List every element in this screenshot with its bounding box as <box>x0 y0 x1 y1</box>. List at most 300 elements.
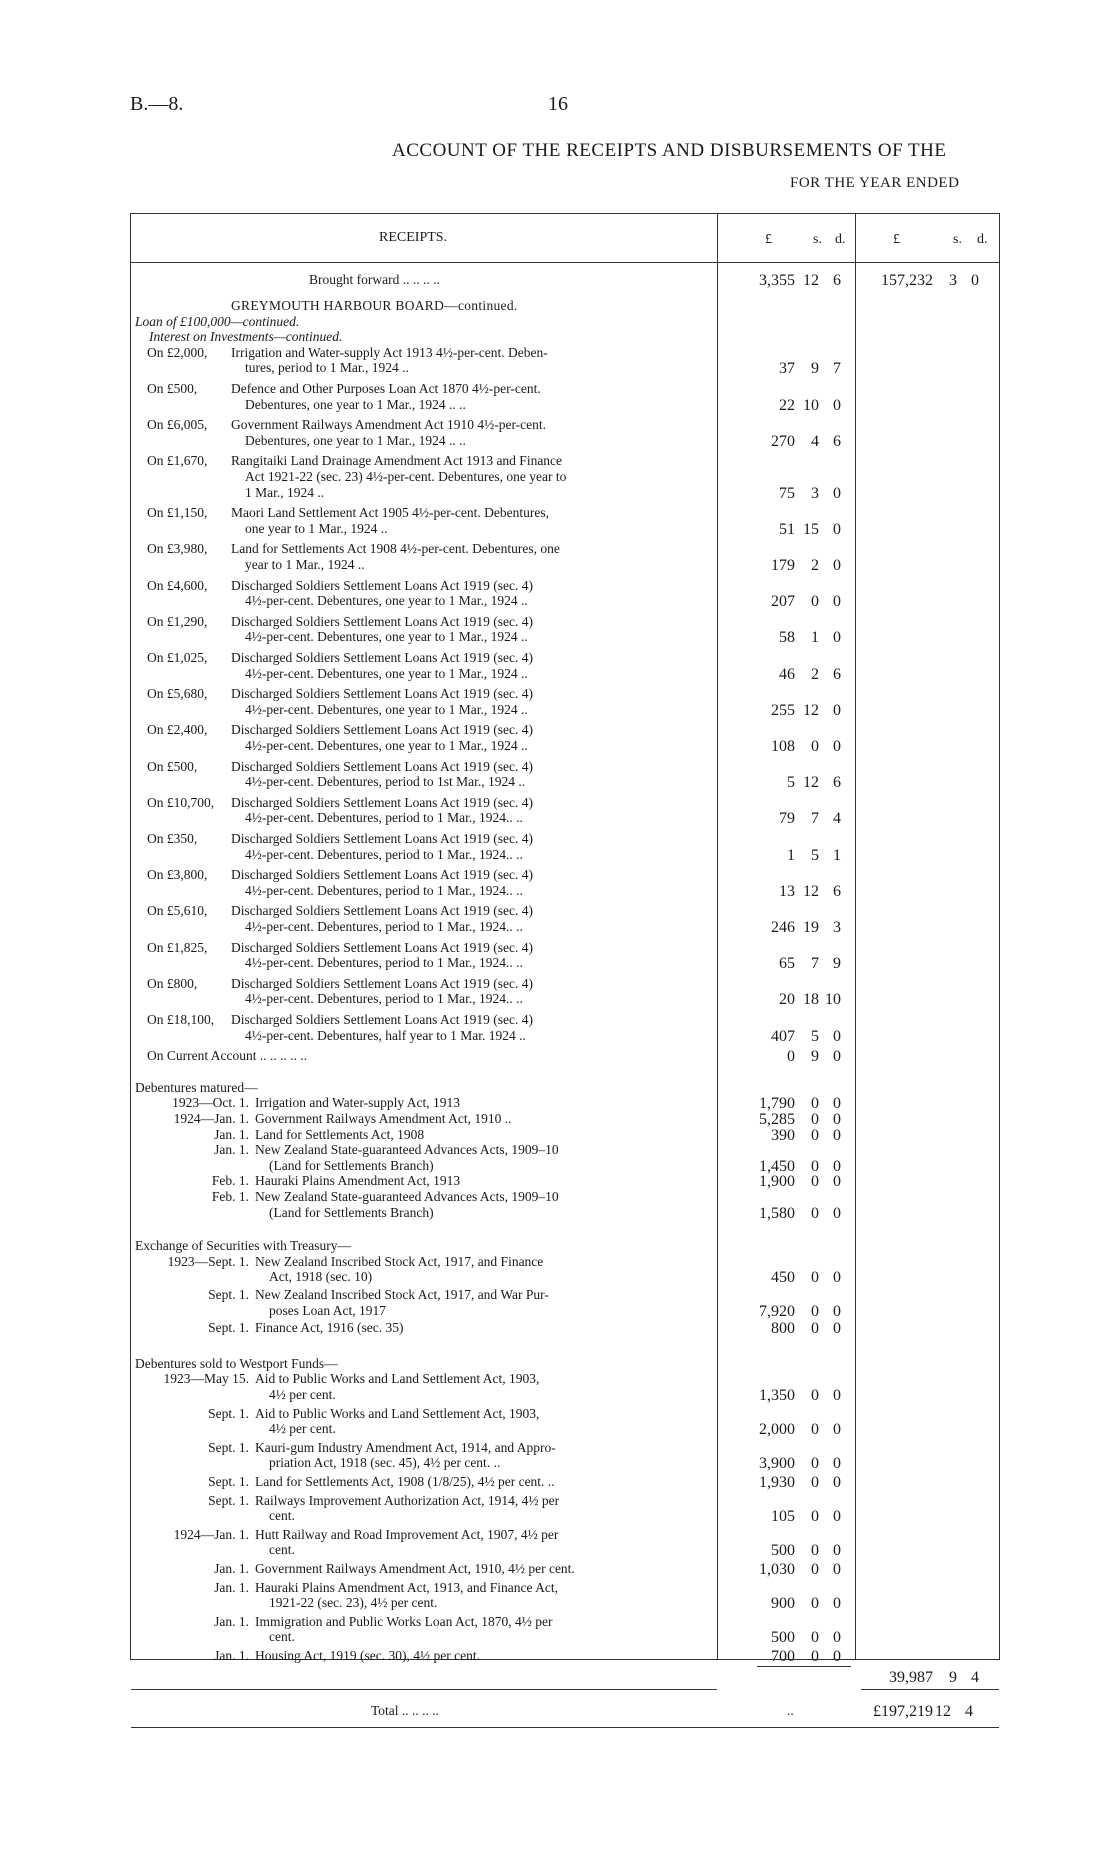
matured-date-2: Jan. 1. <box>214 1126 249 1142</box>
brought-forward-col1-shillings: 12 <box>803 272 819 289</box>
brought-forward-col2-shillings: 3 <box>949 272 957 289</box>
interest-item-amount-18-pence: 0 <box>833 1027 841 1045</box>
exchange-date-1: Sept. 1. <box>208 1287 249 1302</box>
matured-amount-3-pounds: 1,450 <box>759 1157 795 1175</box>
exchange-item-0-line-0: New Zealand Inscribed Stock Act, 1917, and Finance <box>255 1253 544 1269</box>
interest-item-on-10: On £2,400, <box>147 722 208 738</box>
westport-amount-0-pence: 0 <box>833 1387 841 1404</box>
westport-item-6-line-0: Government Railways Amendment Act, 1910, 4½ per cent. <box>255 1561 575 1576</box>
interest-item-amount-0 <box>741 360 851 376</box>
westport-amount-7 <box>741 1595 851 1611</box>
westport-amount-5 <box>741 1542 851 1558</box>
matured-heading: Debentures matured— <box>135 1079 258 1095</box>
interest-item-amount-6-pounds: 207 <box>771 593 795 611</box>
westport-amount-0-pounds: 1,350 <box>759 1387 795 1404</box>
westport-amount-5-pounds: 500 <box>771 1542 795 1560</box>
current-account-amount-pence: 0 <box>833 1048 841 1066</box>
interest-item-amount-7-pence: 0 <box>833 629 841 647</box>
interest-item-on-16: On £1,825, <box>147 939 208 955</box>
matured-amount-5-shillings: 0 <box>811 1204 819 1222</box>
interest-item-amount-4-shillings: 15 <box>803 520 819 538</box>
matured-amount-3-shillings: 0 <box>811 1157 819 1175</box>
exchange-item-2-line-0: Finance Act, 1916 (sec. 35) <box>255 1320 404 1336</box>
interest-item-amount-11 <box>741 774 851 790</box>
brought-forward-col1 <box>741 272 851 288</box>
matured-item-0-line-0: Irrigation and Water-supply Act, 1913 <box>255 1095 460 1111</box>
subtotal-amount <box>879 1669 989 1685</box>
westport-item-8-line-0: Immigration and Public Works Loan Act, 1870, 4½ per <box>255 1613 553 1629</box>
interest-item-amount-6-pence: 0 <box>833 593 841 611</box>
westport-amount-2 <box>741 1455 851 1471</box>
brought-forward-col2 <box>879 272 989 288</box>
westport-date-3: Sept. 1. <box>208 1474 249 1489</box>
interest-item-on-13: On £350, <box>147 831 198 846</box>
brought-forward-col1-pounds: 3,355 <box>759 272 795 289</box>
interest-item-13-line-1: 4½-per-cent. Debentures, period to 1 Mar., 1924.. .. <box>245 846 523 862</box>
total-rule-bottom <box>131 1727 999 1728</box>
matured-date-4: Feb. 1. <box>211 1173 249 1189</box>
interest-item-3-line-0: Rangitaiki Land Drainage Amendment Act 1913 and Finance <box>231 453 563 469</box>
westport-item-5-line-1: cent. <box>269 1542 295 1558</box>
westport-item-4-line-0: Railways Improvement Authorization Act, 1914, 4½ per <box>255 1492 560 1508</box>
westport-amount-0 <box>741 1387 851 1403</box>
interest-item-amount-13 <box>741 847 851 863</box>
interest-item-amount-16-shillings: 7 <box>811 955 819 973</box>
interest-item-1-line-0: Defence and Other Purposes Loan Act 1870 4½-per-cent. <box>231 381 541 396</box>
interest-item-16-line-1: 4½-per-cent. Debentures, period to 1 Mar., 1924.. .. <box>245 955 523 971</box>
westport-amount-7-pounds: 900 <box>771 1595 795 1613</box>
interest-item-amount-12-pounds: 79 <box>779 810 795 828</box>
westport-amount-8-shillings: 0 <box>811 1629 819 1647</box>
interest-item-amount-9-pence: 0 <box>833 701 841 719</box>
interest-item-on-4: On £1,150, <box>147 505 208 521</box>
interest-item-on-15: On £5,610, <box>147 903 208 919</box>
interest-item-amount-5 <box>741 557 851 573</box>
interest-item-amount-18 <box>741 1028 851 1044</box>
interest-item-on-0: On £2,000, <box>147 344 208 360</box>
interest-item-7-line-1: 4½-per-cent. Debentures, one year to 1 Mar., 1924 .. <box>245 629 528 645</box>
interest-item-12-line-1: 4½-per-cent. Debentures, period to 1 Mar., 1924.. .. <box>245 810 523 826</box>
interest-item-amount-11-pounds: 5 <box>787 774 795 792</box>
westport-amount-8 <box>741 1629 851 1645</box>
interest-item-amount-5-shillings: 2 <box>811 557 819 574</box>
interest-item-on-7: On £1,290, <box>147 613 208 629</box>
westport-date-0: 1923—May 15. <box>163 1371 249 1387</box>
westport-amount-6-pounds: 1,030 <box>759 1561 795 1578</box>
interest-item-5-line-0: Land for Settlements Act 1908 4½-per-cent. Debentures, one <box>231 541 560 557</box>
interest-item-18-line-0: Discharged Soldiers Settlement Loans Act 1919 (sec. 4) <box>231 1012 533 1027</box>
matured-amount-2-shillings: 0 <box>811 1126 819 1144</box>
matured-amount-2 <box>741 1127 851 1143</box>
total-label: Total .. .. .. .. <box>371 1702 440 1718</box>
westport-amount-3-pounds: 1,930 <box>759 1474 795 1491</box>
interest-item-amount-15-pence: 3 <box>833 919 841 936</box>
col2-pound: £ <box>893 232 900 247</box>
interest-item-14-line-0: Discharged Soldiers Settlement Loans Act 1919 (sec. 4) <box>231 867 533 883</box>
exchange-amount-0-shillings: 0 <box>811 1269 819 1287</box>
matured-item-4-line-0: Hauraki Plains Amendment Act, 1913 <box>255 1173 461 1189</box>
westport-item-7-line-1: 1921-22 (sec. 23), 4½ per cent. <box>269 1595 438 1611</box>
col1-s: s. <box>813 232 822 247</box>
exchange-amount-2-pence: 0 <box>833 1320 841 1338</box>
interest-item-5-line-1: year to 1 Mar., 1924 .. <box>245 557 365 572</box>
col-divider-2 <box>855 214 856 1659</box>
matured-amount-1-pounds: 5,285 <box>759 1111 795 1128</box>
interest-item-11-line-0: Discharged Soldiers Settlement Loans Act 1919 (sec. 4) <box>231 758 533 774</box>
interest-item-amount-17-pounds: 20 <box>779 991 795 1009</box>
interest-item-amount-8-pounds: 46 <box>779 665 795 683</box>
interest-item-amount-12-shillings: 7 <box>811 810 819 828</box>
westport-amount-3 <box>741 1474 851 1490</box>
interest-item-amount-1 <box>741 397 851 413</box>
interest-item-amount-10-shillings: 0 <box>811 738 819 755</box>
interest-item-amount-18-pounds: 407 <box>771 1027 795 1045</box>
interest-item-amount-16-pounds: 65 <box>779 955 795 973</box>
interest-item-amount-3-pence: 0 <box>833 484 841 502</box>
interest-heading: Interest on Investments—continued. <box>149 329 343 345</box>
westport-item-3-line-0: Land for Settlements Act, 1908 (1/8/25), 4½ per cent. .. <box>255 1474 555 1489</box>
interest-item-3-line-1: Act 1921-22 (sec. 23) 4½-per-cent. Debentures, one year to <box>245 469 567 484</box>
interest-item-18-line-1: 4½-per-cent. Debentures, half year to 1 Mar. 1924 .. <box>245 1027 526 1043</box>
westport-amount-9 <box>741 1648 851 1664</box>
westport-item-1-line-0: Aid to Public Works and Land Settlement Act, 1903, <box>255 1405 540 1421</box>
account-subtitle: FOR THE YEAR ENDED <box>790 175 960 191</box>
total-amount <box>873 1703 983 1719</box>
exchange-item-0-line-1: Act, 1918 (sec. 10) <box>269 1269 373 1285</box>
interest-item-amount-13-shillings: 5 <box>811 846 819 864</box>
interest-item-amount-10 <box>741 738 851 754</box>
interest-item-8-line-0: Discharged Soldiers Settlement Loans Act 1919 (sec. 4) <box>231 650 533 665</box>
interest-item-amount-0-shillings: 9 <box>811 360 819 378</box>
receipts-heading: RECEIPTS. <box>379 230 448 245</box>
interest-item-amount-13-pence: 1 <box>833 846 841 864</box>
interest-item-amount-6-shillings: 0 <box>811 593 819 611</box>
interest-item-on-12: On £10,700, <box>147 794 215 810</box>
brought-forward-label: Brought forward .. .. .. .. <box>309 272 440 287</box>
matured-amount-4-pence: 0 <box>833 1173 841 1191</box>
westport-date-7: Jan. 1. <box>214 1579 249 1595</box>
interest-item-amount-3-pounds: 75 <box>779 484 795 502</box>
matured-amount-1-pence: 0 <box>833 1111 841 1128</box>
total-rule-top <box>861 1689 999 1690</box>
westport-amount-7-pence: 0 <box>833 1595 841 1613</box>
interest-item-10-line-0: Discharged Soldiers Settlement Loans Act 1919 (sec. 4) <box>231 722 533 738</box>
exchange-date-0: 1923—Sept. 1. <box>167 1253 249 1269</box>
interest-item-amount-16 <box>741 955 851 971</box>
interest-item-amount-18-shillings: 5 <box>811 1027 819 1045</box>
exchange-heading: Exchange of Securities with Treasury— <box>135 1238 351 1254</box>
current-account-label: On Current Account .. .. .. .. .. <box>147 1048 308 1064</box>
matured-amount-4 <box>741 1173 851 1189</box>
exchange-amount-0-pence: 0 <box>833 1269 841 1287</box>
matured-amount-2-pounds: 390 <box>771 1126 795 1144</box>
westport-item-7-line-0: Hauraki Plains Amendment Act, 1913, and Finance Act, <box>255 1579 558 1595</box>
interest-item-amount-17 <box>741 991 851 1007</box>
interest-item-amount-2 <box>741 433 851 449</box>
interest-item-9-line-0: Discharged Soldiers Settlement Loans Act 1919 (sec. 4) <box>231 686 533 702</box>
interest-item-amount-15 <box>741 919 851 935</box>
interest-item-on-9: On £5,680, <box>147 686 208 702</box>
exchange-item-1-line-1: poses Loan Act, 1917 <box>269 1302 386 1318</box>
interest-item-amount-14-shillings: 12 <box>803 882 819 900</box>
matured-amount-1 <box>741 1111 851 1127</box>
col2-s: s. <box>953 232 962 247</box>
interest-item-amount-3 <box>741 485 851 501</box>
interest-item-on-18: On £18,100, <box>147 1012 215 1027</box>
matured-item-2-line-0: Land for Settlements Act, 1908 <box>255 1126 425 1142</box>
matured-amount-2-pence: 0 <box>833 1126 841 1144</box>
col1-pound: £ <box>765 232 772 247</box>
matured-amount-1-shillings: 0 <box>811 1111 819 1128</box>
matured-item-1-line-0: Government Railways Amendment Act, 1910 .. <box>255 1111 512 1126</box>
westport-item-8-line-1: cent. <box>269 1629 295 1645</box>
brought-forward-col2-pounds: 157,232 <box>881 272 933 289</box>
interest-item-amount-13-pounds: 1 <box>787 846 795 864</box>
westport-item-5-line-0: Hutt Railway and Road Improvement Act, 1907, 4½ per <box>255 1526 559 1542</box>
interest-item-amount-12 <box>741 810 851 826</box>
current-account-amount <box>741 1048 851 1064</box>
westport-amount-8-pence: 0 <box>833 1629 841 1647</box>
westport-amount-6-pence: 0 <box>833 1561 841 1578</box>
interest-item-amount-5-pounds: 179 <box>771 557 795 574</box>
westport-amount-4 <box>741 1508 851 1524</box>
interest-item-amount-2-pounds: 270 <box>771 432 795 450</box>
westport-item-4-line-1: cent. <box>269 1508 295 1524</box>
total-rule-left <box>131 1689 717 1690</box>
interest-item-10-line-1: 4½-per-cent. Debentures, one year to 1 Mar., 1924 .. <box>245 738 528 753</box>
exchange-amount-1-pence: 0 <box>833 1302 841 1320</box>
interest-item-4-line-0: Maori Land Settlement Act 1905 4½-per-cent. Debentures, <box>231 505 550 521</box>
loan-heading: Loan of £100,000—continued. <box>135 313 300 329</box>
westport-item-2-line-0: Kauri-gum Industry Amendment Act, 1914, and Appro- <box>255 1439 556 1455</box>
westport-amount-5-shillings: 0 <box>811 1542 819 1560</box>
interest-item-amount-5-pence: 0 <box>833 557 841 574</box>
interest-item-amount-16-pence: 9 <box>833 955 841 973</box>
interest-item-15-line-0: Discharged Soldiers Settlement Loans Act 1919 (sec. 4) <box>231 903 533 919</box>
westport-date-6: Jan. 1. <box>214 1561 249 1576</box>
exchange-amount-2-shillings: 0 <box>811 1320 819 1338</box>
westport-heading: Debentures sold to Westport Funds— <box>135 1355 338 1371</box>
westport-item-1-line-1: 4½ per cent. <box>269 1421 336 1437</box>
matured-amount-5 <box>741 1205 851 1221</box>
westport-amount-9-pence: 0 <box>833 1648 841 1665</box>
westport-item-0-line-1: 4½ per cent. <box>269 1387 336 1402</box>
interest-item-on-14: On £3,800, <box>147 867 208 883</box>
westport-amount-1-pounds: 2,000 <box>759 1421 795 1439</box>
westport-amount-6-shillings: 0 <box>811 1561 819 1578</box>
interest-item-amount-10-pence: 0 <box>833 738 841 755</box>
interest-item-amount-6 <box>741 593 851 609</box>
interest-item-amount-4-pounds: 51 <box>779 520 795 538</box>
westport-date-8: Jan. 1. <box>214 1613 249 1629</box>
interest-item-1-line-1: Debentures, one year to 1 Mar., 1924 .. .. <box>245 396 466 412</box>
total-amount-pence: 4 <box>965 1702 973 1720</box>
westport-amount-0-shillings: 0 <box>811 1387 819 1404</box>
total-amount-shillings: 12 <box>935 1702 951 1720</box>
interest-item-amount-0-pence: 7 <box>833 360 841 378</box>
interest-item-0-line-1: tures, period to 1 Mar., 1924 .. <box>245 360 409 376</box>
interest-item-amount-8 <box>741 666 851 682</box>
westport-amount-4-pounds: 105 <box>771 1508 795 1526</box>
matured-amount-0-pence: 0 <box>833 1095 841 1113</box>
interest-item-on-6: On £4,600, <box>147 577 208 593</box>
matured-item-3-line-0: New Zealand State-guaranteed Advances Acts, 1909–10 <box>255 1142 559 1158</box>
brought-forward-col2-pence: 0 <box>971 272 979 289</box>
interest-item-amount-15-shillings: 19 <box>803 919 819 936</box>
interest-item-amount-3-shillings: 3 <box>811 484 819 502</box>
board-heading: GREYMOUTH HARBOUR BOARD—continued. <box>231 298 518 313</box>
matured-item-3-line-1: (Land for Settlements Branch) <box>269 1157 434 1173</box>
total-col1: .. <box>787 1702 794 1718</box>
matured-date-3: Jan. 1. <box>214 1142 249 1158</box>
westport-amount-2-pence: 0 <box>833 1455 841 1473</box>
exchange-amount-2 <box>741 1320 851 1336</box>
interest-item-amount-14-pounds: 13 <box>779 882 795 900</box>
interest-item-on-11: On £500, <box>147 758 198 774</box>
interest-item-amount-9 <box>741 702 851 718</box>
interest-item-4-line-1: one year to 1 Mar., 1924 .. <box>245 520 388 536</box>
interest-item-7-line-0: Discharged Soldiers Settlement Loans Act 1919 (sec. 4) <box>231 613 533 629</box>
interest-item-amount-1-pence: 0 <box>833 396 841 414</box>
interest-item-8-line-1: 4½-per-cent. Debentures, one year to 1 Mar., 1924 .. <box>245 665 528 681</box>
total-amount-pounds: £197,219 <box>873 1702 933 1720</box>
westport-item-9-line-0: Housing Act, 1919 (sec. 30), 4½ per cent. <box>255 1648 480 1663</box>
interest-item-on-1: On £500, <box>147 381 198 396</box>
col1-d: d. <box>835 232 846 247</box>
subtotal-amount-pounds: 39,987 <box>889 1668 933 1686</box>
matured-amount-4-pounds: 1,900 <box>759 1173 795 1191</box>
westport-amount-8-pounds: 500 <box>771 1629 795 1647</box>
interest-item-amount-11-shillings: 12 <box>803 774 819 792</box>
exchange-date-2: Sept. 1. <box>208 1320 249 1336</box>
westport-amount-2-pounds: 3,900 <box>759 1455 795 1473</box>
brought-forward-col1-pence: 6 <box>833 272 841 289</box>
westport-item-0-line-0: Aid to Public Works and Land Settlement Act, 1903, <box>255 1371 540 1387</box>
exchange-amount-2-pounds: 800 <box>771 1320 795 1338</box>
interest-item-amount-10-pounds: 108 <box>771 738 795 755</box>
interest-item-15-line-1: 4½-per-cent. Debentures, period to 1 Mar., 1924.. .. <box>245 919 523 934</box>
interest-item-amount-8-shillings: 2 <box>811 665 819 683</box>
interest-item-amount-2-pence: 6 <box>833 432 841 450</box>
col-divider-1 <box>717 214 718 1659</box>
exchange-amount-0-pounds: 450 <box>771 1269 795 1287</box>
westport-amount-7-shillings: 0 <box>811 1595 819 1613</box>
interest-item-amount-17-shillings: 18 <box>803 991 819 1009</box>
header-rule <box>131 262 999 263</box>
interest-item-amount-1-pounds: 22 <box>779 396 795 414</box>
interest-item-17-line-0: Discharged Soldiers Settlement Loans Act 1919 (sec. 4) <box>231 975 533 991</box>
interest-item-0-line-0: Irrigation and Water-supply Act 1913 4½-per-cent. Deben- <box>231 344 548 360</box>
westport-date-2: Sept. 1. <box>208 1439 249 1455</box>
interest-item-16-line-0: Discharged Soldiers Settlement Loans Act 1919 (sec. 4) <box>231 939 533 955</box>
westport-date-1: Sept. 1. <box>208 1405 249 1421</box>
matured-date-0: 1923—Oct. 1. <box>172 1095 249 1111</box>
westport-date-4: Sept. 1. <box>208 1492 249 1508</box>
westport-amount-9-pounds: 700 <box>771 1648 795 1665</box>
subtotal-amount-shillings: 9 <box>949 1668 957 1686</box>
matured-amount-4-shillings: 0 <box>811 1173 819 1191</box>
matured-amount-0-shillings: 0 <box>811 1095 819 1113</box>
interest-item-amount-4-pence: 0 <box>833 520 841 538</box>
westport-amount-3-pence: 0 <box>833 1474 841 1491</box>
interest-item-amount-7-shillings: 1 <box>811 629 819 647</box>
interest-item-on-17: On £800, <box>147 975 198 991</box>
exchange-item-1-line-0: New Zealand Inscribed Stock Act, 1917, and War Pur- <box>255 1287 549 1302</box>
interest-item-on-3: On £1,670, <box>147 453 208 469</box>
westport-amount-4-pence: 0 <box>833 1508 841 1526</box>
exchange-amount-1-pounds: 7,920 <box>759 1302 795 1320</box>
subtotal-rule <box>757 1666 851 1667</box>
interest-item-on-5: On £3,980, <box>147 541 208 557</box>
interest-item-amount-17-pence: 10 <box>825 991 841 1009</box>
westport-amount-1-pence: 0 <box>833 1421 841 1439</box>
interest-item-12-line-0: Discharged Soldiers Settlement Loans Act 1919 (sec. 4) <box>231 794 533 810</box>
westport-item-2-line-1: priation Act, 1918 (sec. 45), 4½ per cent. .. <box>269 1455 501 1471</box>
interest-item-6-line-0: Discharged Soldiers Settlement Loans Act 1919 (sec. 4) <box>231 577 533 593</box>
interest-item-amount-14-pence: 6 <box>833 882 841 900</box>
westport-amount-9-shillings: 0 <box>811 1648 819 1665</box>
interest-item-amount-7-pounds: 58 <box>779 629 795 647</box>
receipts-table <box>130 213 1000 1720</box>
westport-amount-1-shillings: 0 <box>811 1421 819 1439</box>
westport-amount-3-shillings: 0 <box>811 1474 819 1491</box>
interest-item-2-line-1: Debentures, one year to 1 Mar., 1924 .. .. <box>245 432 466 448</box>
westport-date-5: 1924—Jan. 1. <box>173 1526 249 1542</box>
westport-amount-2-shillings: 0 <box>811 1455 819 1473</box>
current-account-amount-shillings: 9 <box>811 1048 819 1066</box>
matured-amount-3 <box>741 1158 851 1174</box>
interest-item-amount-9-pounds: 255 <box>771 701 795 719</box>
current-account-amount-pounds: 0 <box>787 1048 795 1066</box>
interest-item-13-line-0: Discharged Soldiers Settlement Loans Act 1919 (sec. 4) <box>231 831 533 846</box>
subtotal-amount-pence: 4 <box>971 1668 979 1686</box>
matured-amount-0 <box>741 1095 851 1111</box>
matured-amount-0-pounds: 1,790 <box>759 1095 795 1113</box>
interest-item-3-line-2: 1 Mar., 1924 .. <box>245 484 325 500</box>
matured-date-1: 1924—Jan. 1. <box>173 1111 249 1126</box>
exchange-amount-0 <box>741 1269 851 1285</box>
matured-amount-5-pounds: 1,580 <box>759 1204 795 1222</box>
interest-item-on-8: On £1,025, <box>147 650 208 665</box>
matured-item-5-line-0: New Zealand State-guaranteed Advances Acts, 1909–10 <box>255 1189 559 1204</box>
interest-item-17-line-1: 4½-per-cent. Debentures, period to 1 Mar., 1924.. .. <box>245 991 523 1007</box>
matured-amount-3-pence: 0 <box>833 1157 841 1175</box>
interest-item-amount-7 <box>741 629 851 645</box>
interest-item-amount-1-shillings: 10 <box>803 396 819 414</box>
westport-amount-1 <box>741 1421 851 1437</box>
interest-item-on-2: On £6,005, <box>147 417 208 433</box>
interest-item-amount-15-pounds: 246 <box>771 919 795 936</box>
col2-d: d. <box>977 232 988 247</box>
interest-item-9-line-1: 4½-per-cent. Debentures, one year to 1 Mar., 1924 .. <box>245 701 528 717</box>
westport-date-9: Jan. 1. <box>214 1648 249 1663</box>
interest-item-amount-9-shillings: 12 <box>803 701 819 719</box>
matured-item-5-line-1: (Land for Settlements Branch) <box>269 1204 434 1220</box>
account-title: ACCOUNT OF THE RECEIPTS AND DISBURSEMENTS OF THE <box>392 140 947 161</box>
exchange-amount-1-shillings: 0 <box>811 1302 819 1320</box>
interest-item-amount-2-shillings: 4 <box>811 432 819 450</box>
interest-item-amount-14 <box>741 883 851 899</box>
interest-item-11-line-1: 4½-per-cent. Debentures, period to 1st Mar., 1924 .. <box>245 774 526 790</box>
doc-ref: B.—8. <box>130 93 184 115</box>
interest-item-amount-12-pence: 4 <box>833 810 841 828</box>
westport-amount-6 <box>741 1561 851 1577</box>
interest-item-6-line-1: 4½-per-cent. Debentures, one year to 1 Mar., 1924 .. <box>245 593 528 609</box>
interest-item-amount-11-pence: 6 <box>833 774 841 792</box>
interest-item-amount-4 <box>741 521 851 537</box>
page-number: 16 <box>548 93 568 115</box>
interest-item-amount-0-pounds: 37 <box>779 360 795 378</box>
